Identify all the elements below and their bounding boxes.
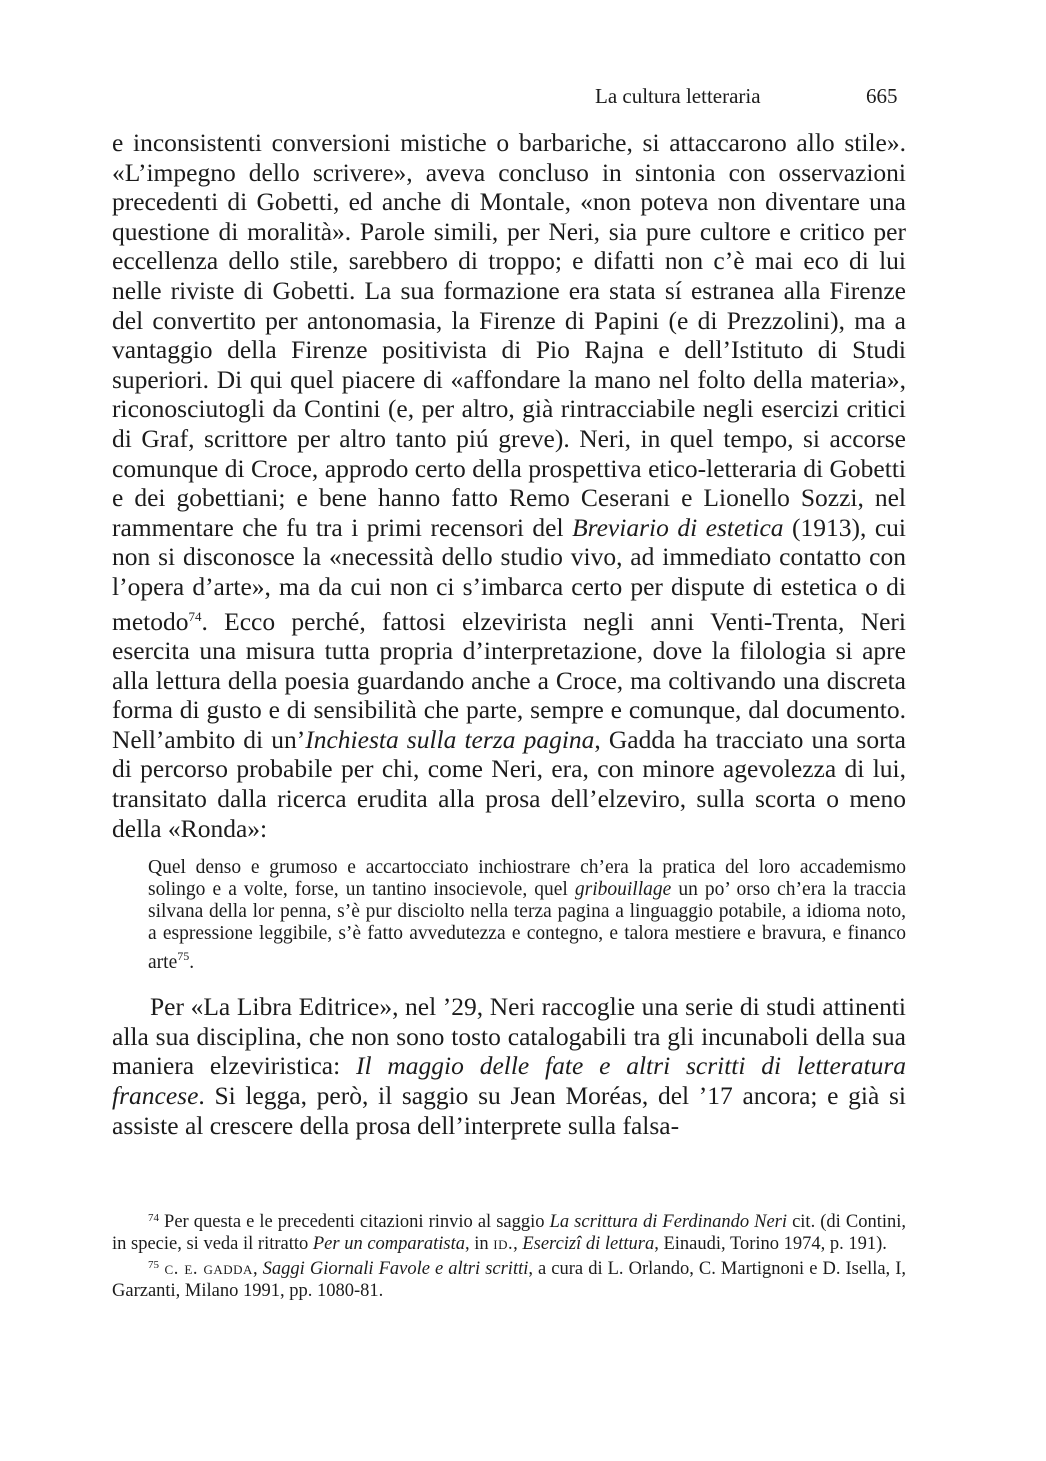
- footnote-75: [112, 1255, 906, 1302]
- block-quote: [148, 857, 906, 974]
- paragraph-2-text-a: Per «La Libra Editrice», nel ’29, Neri raccoglie una serie di studi attinenti alla sua disciplina, che non sono tosto catalogabili tra gli incunaboli della sua maniera elzeviristica:: [112, 992, 906, 1081]
- footnote-75-title: Saggi Giornali Favole e altri scritti: [262, 1259, 529, 1279]
- footnote-ref-75: 75: [177, 949, 190, 964]
- footnote-74-text-a: Per questa e le precedenti citazioni rinvio al saggio: [159, 1212, 550, 1232]
- quote-text-b: un po’ orso ch’era la traccia silvana della lor penna, s’è pur disciolto nella terza pagina a linguaggio potabile, a idioma noto, a espressione leggibile, s’è fatto avvedutezza e contegno, e talora mestiere e bravura, e financo arte: [148, 879, 906, 974]
- footnote-74-text-b: cit. (di Contini, in specie, si veda il ritratto: [112, 1212, 906, 1254]
- footnote-74-number: 74: [148, 1212, 159, 1224]
- footnote-ref-74: 74: [188, 608, 202, 624]
- footnote-74-text-d: ,: [513, 1233, 523, 1254]
- paragraph-1-text-d: , Gadda ha tracciato una sorta di percorso probabile per chi, come Neri, era, con minore agevolezza di lui, transitato dalla ricerca erudita alla prosa dell’elzeviro, sulla scorta o meno della «Ronda»:: [112, 724, 907, 843]
- footnotes: [112, 1208, 906, 1302]
- quote-gribouillage: gribouillage: [574, 879, 672, 901]
- footnote-74-title-a: La scrittura di Ferdinando Neri: [549, 1212, 788, 1232]
- footnote-75-author: c. e. gadda: [159, 1259, 253, 1279]
- paragraph-2-text-b: . Si legga, però, il saggio su Jean Moréas, del ’17 ancora; e già si assiste al crescere della prosa dell’interprete sulla falsa-: [112, 1081, 906, 1140]
- paragraph-2: [112, 992, 906, 1140]
- footnote-74-text-c: , in: [464, 1233, 494, 1254]
- paragraph-1: [112, 128, 906, 843]
- title-inchiesta-sulla-terza-pagina: Inchiesta sulla terza pagina: [305, 724, 595, 754]
- quote-text-c: .: [189, 952, 195, 974]
- title-il-maggio-delle-fate: Il maggio delle fate e altri scritti di letteratura francese: [112, 1051, 906, 1111]
- page-number: 665: [866, 84, 898, 108]
- footnote-75-text-a: ,: [252, 1259, 263, 1279]
- footnote-74-author: id.: [493, 1233, 514, 1254]
- title-breviario-di-estetica: Breviario di estetica: [572, 512, 784, 542]
- paragraph-1-text-c: . Ecco perché, fattosi elzevirista negli anni Venti-Trenta, Neri esercita una misura tutta propria d’interpretazione, dove la filologia si apre alla lettura della poesia guardando anche a Croce, ma coltivando una discreta forma di gusto e di sensibilità che parte, sempre e comunque, dal documento. Nell’ambito di un’: [112, 606, 906, 754]
- paragraph-1-text-b: (1913), cui non si disconosce la «necessità dello studio vivo, ad immediato contatto con l’opera d’arte», ma da cui non ci s’imbarca certo per dispute di estetica o di metodo: [112, 512, 907, 636]
- footnote-75-number: 75: [148, 1259, 159, 1271]
- footnote-74-text-e: , Einaudi, Torino 1974, p. 191).: [654, 1233, 887, 1254]
- running-title: La cultura letteraria: [595, 84, 761, 108]
- body-text: [112, 128, 906, 1140]
- quote-text-a: Quel denso e grumoso e accartocciato inchiostrare ch’era la pratica del loro accademismo solingo e a volte, forse, un tantino insocievole, quel: [148, 857, 906, 901]
- running-header: [0, 84, 1046, 114]
- footnote-74: [112, 1208, 906, 1255]
- paragraph-1-text-a: e inconsistenti conversioni mistiche o barbariche, si attaccarono allo stile». «L’impegno dello scrivere», aveva concluso in sintonia con osservazioni precedenti di Gobetti, ed anche di Montale, «non poteva non diventare una questione di moralità». Parole simili, per Neri, sia pure cultore e critico per eccellenza dello stile, sarebbero di troppo; e difatti non c’è mai eco di lui nelle riviste di Gobetti. La sua formazione era stata sí estranea alla Firenze del convertito per antonomasia, la Firenze di Papini (e di Prezzolini), ma a vantaggio della Firenze positivista di Pio Rajna e dell’Istituto di Studi superiori. Di qui quel piacere di «affondare la mano nel folto della materia», riconosciutogli da Contini (e, per altro, già rintracciabile negli esercizi critici di Graf, scrittore per altro tanto piú greve). Neri, in quel tempo, si accorse comunque di Croce, approdo certo della prospettiva etico-letteraria di Gobetti e dei gobettiani; e bene hanno fatto Remo Ceserani e Lionello Sozzi, nel rammentare che fu tra i primi recensori del: [112, 128, 906, 542]
- footnote-74-title-c: Esercizî di lettura: [522, 1233, 655, 1254]
- footnote-74-title-b: Per un comparatista: [312, 1233, 465, 1254]
- footnote-75-text-b: , a cura di L. Orlando, C. Martignoni e D. Isella, I, Garzanti, Milano 1991, pp. 1080-81.: [112, 1259, 907, 1301]
